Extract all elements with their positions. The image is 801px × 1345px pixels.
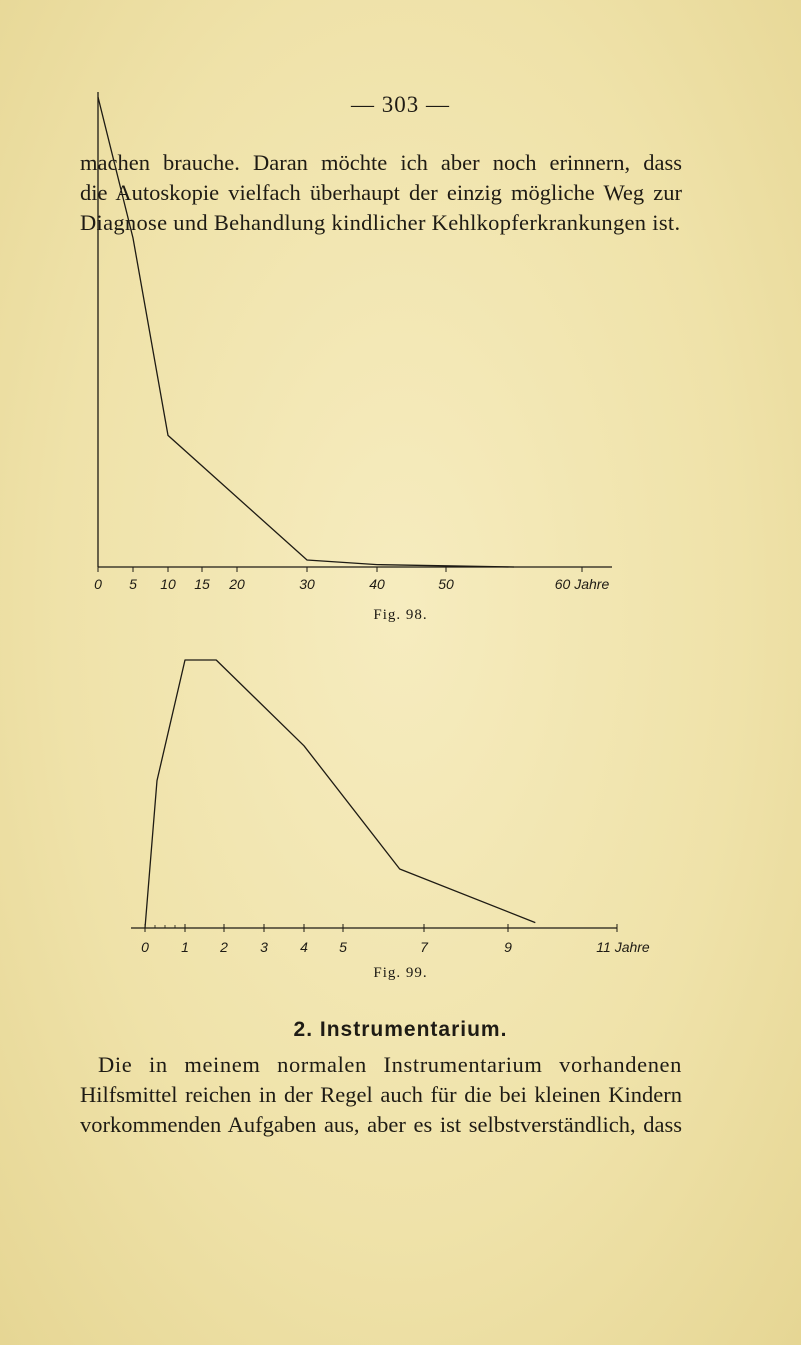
x-tick-label: 30 (299, 576, 315, 592)
series-line (145, 660, 535, 928)
x-tick-label: 0 (141, 939, 149, 955)
text-line: vorkommenden Aufgaben aus, aber es ist selbstverständlich, dass (80, 1112, 682, 1137)
text-line: die Autoskopie vielfach überhaupt der einzig mögliche Weg zur (80, 180, 682, 205)
x-tick-label: 2 (220, 939, 228, 955)
page-number: — 303 — (351, 92, 450, 117)
text-line: Hilfsmittel reichen in der Regel auch für die bei kleinen Kindern (80, 1082, 682, 1107)
text-line: machen brauche. Daran möchte ich aber noch erinnern, dass (80, 150, 682, 175)
x-tick-label: 11 Jahre (596, 939, 650, 955)
chart-series (145, 660, 535, 928)
x-tick-label: 9 (504, 939, 512, 955)
x-tick-label: 10 (160, 576, 176, 592)
x-tick-label: 0 (94, 576, 102, 592)
section-heading: 2. Instrumentarium. (293, 1018, 508, 1041)
x-axis-tick-labels (141, 939, 650, 955)
text-line: Diagnose und Behandlung kindlicher Kehlkopferkrankungen ist. (80, 210, 681, 235)
x-tick-label: 3 (260, 939, 268, 955)
figure-99-caption: Fig. 99. (373, 965, 428, 981)
x-tick-label: 15 (194, 576, 210, 592)
x-tick-label: 20 (229, 576, 245, 592)
x-tick-label: 50 (438, 576, 454, 592)
x-tick-label: 5 (339, 939, 347, 955)
x-tick-label: 5 (129, 576, 137, 592)
x-tick-label: 40 (369, 576, 385, 592)
figure-98-caption: Fig. 98. (373, 607, 428, 623)
text-line: Die in meinem normalen Instrumentarium vorhandenen (98, 1052, 682, 1077)
x-tick-label: 60 Jahre (554, 576, 610, 592)
x-tick-label: 7 (420, 939, 428, 955)
x-tick-label: 1 (181, 939, 189, 955)
paragraph-bottom (80, 1050, 682, 1140)
x-tick-label: 4 (300, 939, 308, 955)
